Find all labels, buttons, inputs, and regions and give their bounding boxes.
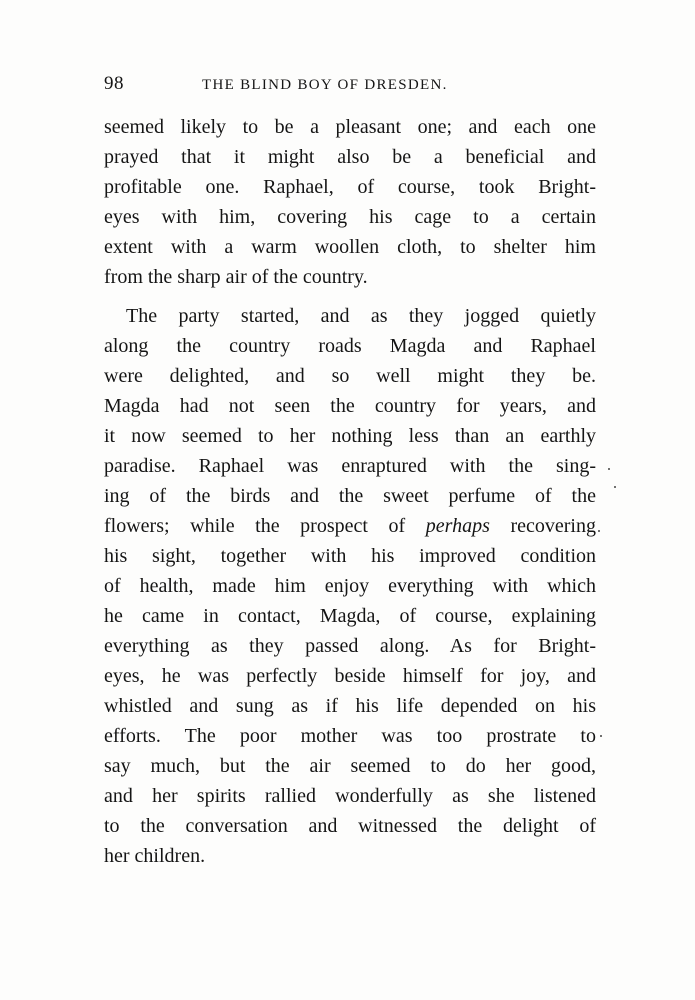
text-line-with-italic bbox=[104, 511, 596, 541]
text-line: extent with a warm woollen cloth, to shelter him bbox=[104, 236, 596, 258]
text-line: of health, made him enjoy everything with which bbox=[104, 575, 596, 597]
text-line: everything as they passed along. As for Bright- bbox=[104, 635, 596, 657]
text-line: to the conversation and witnessed the delight of bbox=[104, 815, 596, 837]
text-line: ing of the birds and the sweet perfume of the bbox=[104, 485, 596, 507]
paragraph-spacer bbox=[104, 292, 596, 301]
text-line: from the sharp air of the country. bbox=[104, 266, 368, 288]
text-line: her children. bbox=[104, 845, 206, 867]
text-line: whistled and sung as if his life depended on his bbox=[104, 695, 596, 717]
print-speck bbox=[608, 468, 610, 470]
text-line: along the country roads Magda and Raphael bbox=[104, 335, 596, 357]
paragraph-1 bbox=[104, 112, 596, 292]
text-line: The party started, and as they jogged quietly bbox=[126, 305, 596, 327]
paragraph-2 bbox=[104, 301, 596, 871]
text-line: his sight, together with his improved condition bbox=[104, 545, 596, 567]
page-number: 98 bbox=[104, 73, 124, 94]
text-line: say much, but the air seemed to do her good, bbox=[104, 755, 596, 777]
page-header bbox=[104, 72, 596, 100]
text-segment: recovering bbox=[510, 515, 596, 537]
text-line: it now seemed to her nothing less than an earthly bbox=[104, 425, 596, 447]
text-line: profitable one. Raphael, of course, took Bright- bbox=[104, 176, 596, 198]
text-line: were delighted, and so well might they be. bbox=[104, 365, 596, 387]
italic-word: perhaps bbox=[425, 515, 490, 537]
text-line: seemed likely to be a pleasant one; and each one bbox=[104, 116, 596, 138]
print-speck bbox=[600, 735, 602, 737]
text-line: eyes with him, covering his cage to a certain bbox=[104, 206, 596, 228]
body-text bbox=[104, 112, 596, 871]
text-line: and her spirits rallied wonderfully as she listened bbox=[104, 785, 596, 807]
text-line: Magda had not seen the country for years, and bbox=[104, 395, 596, 417]
text-line: eyes, he was perfectly beside himself for joy, and bbox=[104, 665, 596, 687]
text-segment: flowers; while the prospect of bbox=[104, 515, 406, 537]
print-speck bbox=[598, 530, 600, 532]
running-head: THE BLIND BOY OF DRESDEN. bbox=[202, 77, 448, 93]
text-line: paradise. Raphael was enraptured with the sing- bbox=[104, 455, 596, 477]
text-line: he came in contact, Magda, of course, explaining bbox=[104, 605, 596, 627]
text-line: efforts. The poor mother was too prostrate to bbox=[104, 725, 596, 747]
print-speck bbox=[614, 486, 616, 488]
text-line: prayed that it might also be a beneficial and bbox=[104, 146, 596, 168]
